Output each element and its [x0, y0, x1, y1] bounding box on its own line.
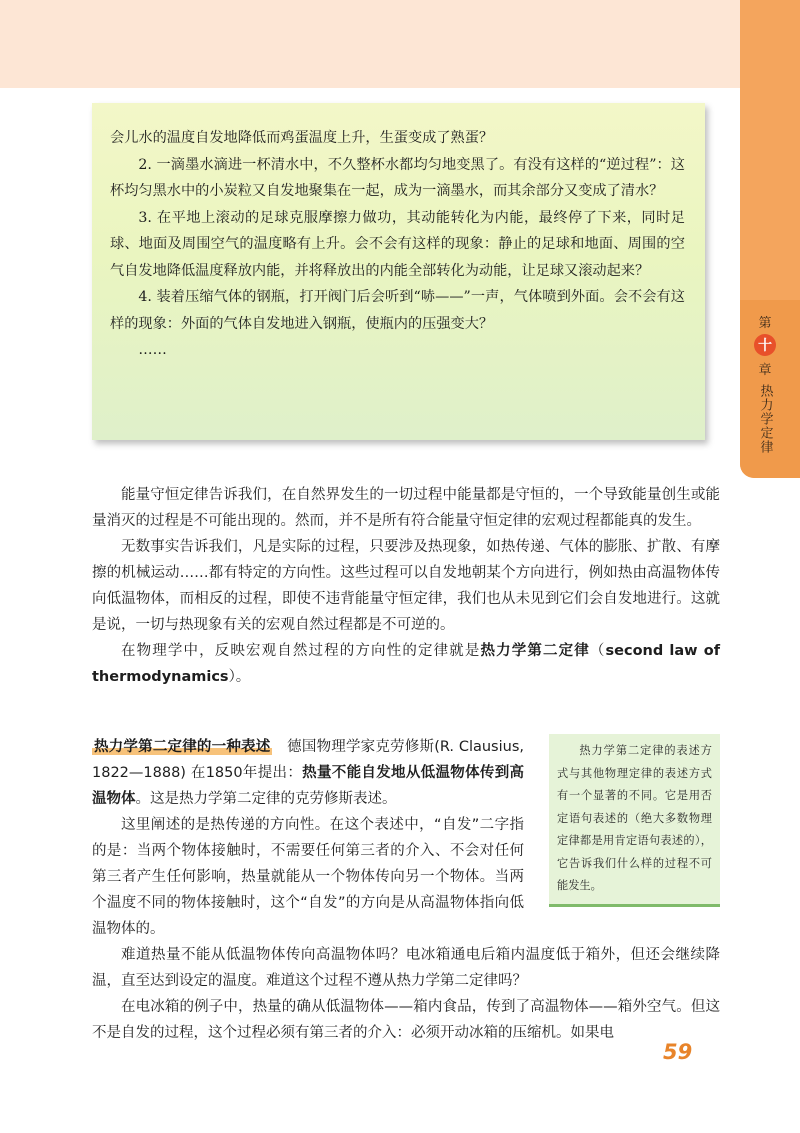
- question-2: 2. 一滴墨水滴进一杯清水中，不久整杯水都均匀地变黑了。有没有这样的“逆过程”：这杯均匀黑水中的小炭粒又自发地聚集在一起，成为一滴墨水，而其余部分又变成了清水？: [110, 156, 685, 199]
- question-4: 4. 装着压缩气体的钢瓶，打开阀门后会听到“哧——”一声，气体喷到外面。会不会有这样的现象：外面的气体自发地进入钢瓶，使瓶内的压强变大？: [110, 289, 685, 332]
- page-number: 59: [663, 1040, 693, 1064]
- thinking-questions-box: [92, 103, 705, 440]
- paragraph-energy-conservation: 能量守恒定律告诉我们，在自然界发生的一切过程中能量都是守恒的，一个导致能量创生或能量消灭的过程是不可能出现的。然而，并不是所有符合能量守恒定律的宏观过程都能真的发生。: [92, 487, 720, 529]
- spontaneous-explanation: 这里阐述的是热传递的方向性。在这个表述中，“自发”二字指的是：当两个物体接触时，不需要任何第三者的介入、不会对任何第三者产生任何影响，热量就能从一个物体传向另一个物体。当两个温度不同的物体接触时，这个“自发”的方向是从高温物体指向低温物体的。: [92, 817, 524, 937]
- chapter-label: [750, 312, 780, 454]
- question-1-tail: 会儿水的温度自发地降低而鸡蛋温度上升，生蛋变成了熟蛋？: [110, 130, 494, 146]
- margin-note: [549, 734, 720, 907]
- p3-text-c: ）。: [228, 669, 251, 685]
- clausius-statement: 热量不能自发地从低温物体传到高温物体: [92, 765, 524, 807]
- question-3: 3. 在平地上滚动的足球克服摩擦力做功，其动能转化为内能，最终停了下来，同时足球、地面及周围空气的温度略有上升。会不会有这样的现象：静止的足球和地面、周围的空气自发地降低温度释放内能，并将释放出的内能全部转化为动能，让足球又滚动起来？: [110, 209, 685, 279]
- s1-text-a: 德国物理学家克劳修斯(R. Clausius, 1822—1888) 在1850年提出：: [92, 739, 524, 781]
- section-heading: 热力学第二定律的一种表述: [94, 739, 271, 755]
- s1-text-b: 。这是热力学第二定律的克劳修斯表述。: [135, 791, 397, 807]
- questions-ellipsis: ……: [138, 342, 167, 358]
- clausius-statement-paragraph: [92, 734, 524, 812]
- p3-text-b: （: [589, 643, 606, 659]
- main-text: [92, 482, 720, 690]
- paragraph-second-law-intro: [92, 638, 720, 690]
- chapter-prefix: 第: [758, 316, 772, 331]
- paragraph-refrigerator-question: 难道热量不能从低温物体传向高温物体吗？电冰箱通电后箱内温度低于箱外，但还会继续降温，直至达到设定的温度。难道这个过程不遵从热力学第二定律吗？: [92, 947, 720, 989]
- header-band: [0, 0, 740, 88]
- refrigerator-text: [92, 942, 720, 1046]
- chapter-title: 热力学定律: [757, 384, 773, 454]
- margin-note-text: 热力学第二定律的表述方式与其他物理定律的表述方式有一个显著的不同。它是用否定语句表述的（绝大多数物理定律都是用肯定语句表述的），它告诉我们什么样的过程不可能发生。: [557, 744, 712, 892]
- chapter-suffix: 章: [758, 363, 772, 378]
- chapter-number-badge: 十: [754, 334, 776, 356]
- p3-text-a: 在物理学中，反映宏观自然过程的方向性的定律就是: [121, 643, 481, 659]
- clausius-section: [92, 734, 524, 942]
- paragraph-refrigerator-explanation: 在电冰箱的例子中，热量的确从低温物体——箱内食品，传到了高温物体——箱外空气。但这不是自发的过程，这个过程必须有第三者的介入：必须开动冰箱的压缩机。如果电: [92, 999, 720, 1041]
- paragraph-irreversibility: 无数事实告诉我们，凡是实际的过程，只要涉及热现象，如热传递、气体的膨胀、扩散、有摩擦的机械运动……都有特定的方向性。这些过程可以自发地朝某个方向进行，例如热由高温物体传向低温物体，而相反的过程，即使不违背能量守恒定律，我们也从未见到它们会自发地进行。这就是说，一切与热现象有关的宏观自然过程都是不可逆的。: [92, 539, 720, 633]
- term-second-law: 热力学第二定律: [480, 643, 590, 659]
- term-second-law-english: second law of thermodynamics: [92, 643, 721, 685]
